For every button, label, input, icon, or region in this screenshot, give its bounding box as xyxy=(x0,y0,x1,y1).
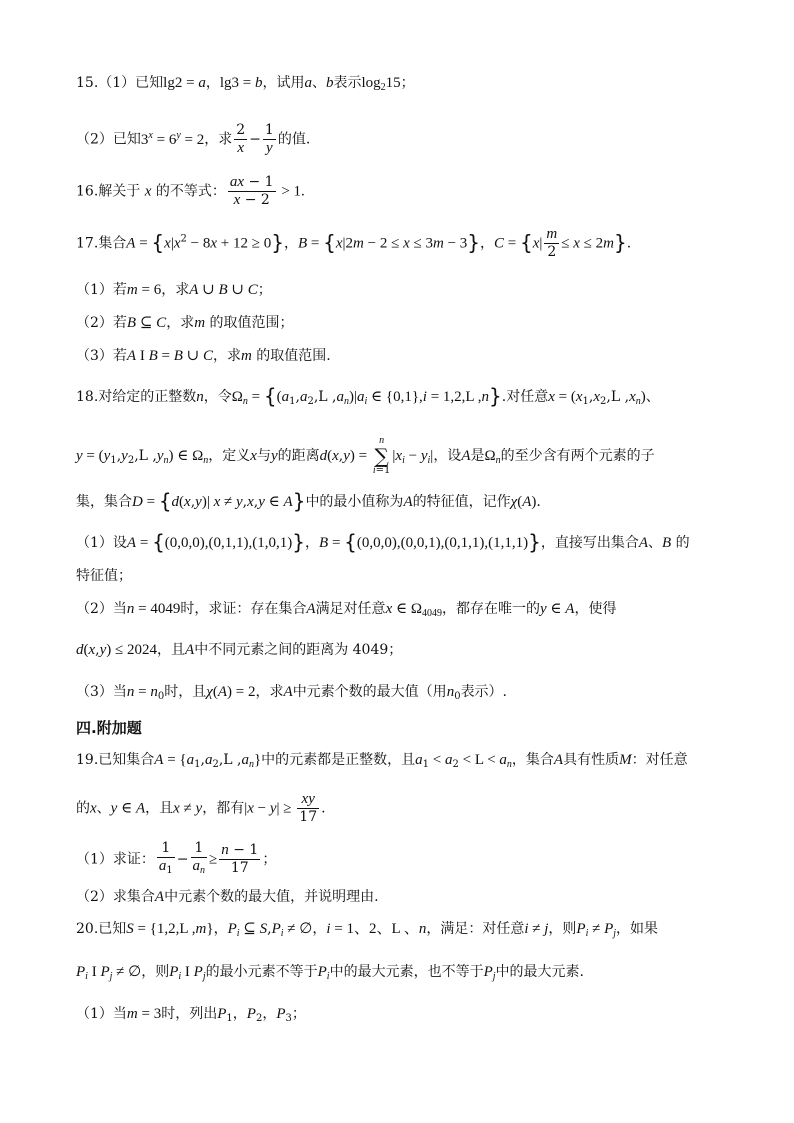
fraction: $\frac{2}{x}$ xyxy=(236,122,246,156)
fraction: $\frac{n - 1}{17}$ xyxy=(221,842,259,876)
q20-line2: $P_i$ I $P_j$ ≠ ∅，则$P_i$ I $P_j$的最小元素不等于$P_i$中的最大元素，也不等于$P_j$中的最大元素. xyxy=(76,964,584,982)
q18-sub2-cont: d(x,y) ≤ 2024，且A中不同元素之间的距离为 4049； xyxy=(76,642,403,658)
q17-line: 17.集合$A = \{x|x^2 - 8x + 12 \ge 0\}$，B = {x|2m − 2 ≤ x ≤ 3m − 3}，C = {x| $\frac{m}{2}$ ≤ x ≤ 2m}. xyxy=(76,226,632,260)
q18-sub1: （1）设A = {(0,0,0),(0,1,1),(1,0,1)}，B = {(0,0,0),(0,0,1),(0,1,1),(1,1,1)}，直接写出集合A、B 的 xyxy=(76,530,690,554)
q18-line2: $y = (y_1,y_2,L$ $,y_n$) ∈ $\Omega_n$，定义x与y的距离d(x,y) = n ∑ $i=1|x_i - y_i|$，设A是$\Omega_n$的至少含有两个元素的子 xyxy=(76,435,655,476)
section-title: 四.附加题 xyxy=(76,719,142,737)
fraction: $\frac{ax - 1}{x - 2}$ xyxy=(229,174,274,208)
q18-sub3: （3）当$n = n_0$时，且χ(A) = 2，求A中元素个数的最大值（用$n_0$表示）. xyxy=(76,684,508,702)
q18-sub2: （2）当n = 4049时，求证：存在集合A满足对任意x ∈ $\Omega_{4049}$，都存在唯一的y ∈ A，使得 xyxy=(76,601,617,619)
q19-line1: 19.已知集合$A = \{a_1,a_2,L$ $,a_n$}中的元素都是正整数，且$a_1 < a_2 < L < a_n$，集合A具有性质M：对任意 xyxy=(76,752,688,770)
q19-sub1: （1）求证： $\frac{1}{a_1}$ − $\frac{1}{a_n}$ ≥ $\frac{n - 1}{17}$ ； xyxy=(76,840,276,879)
fraction: $\frac{1}{y}$ xyxy=(264,122,274,156)
fraction: $\frac{1}{a_n}$ xyxy=(192,840,206,876)
q18-sub1-cont: 特征值； xyxy=(76,568,132,584)
fraction: $\frac{1}{a_1}$ xyxy=(158,840,173,876)
q16-line: 16.解关于 x 的不等式： $\frac{ax - 1}{x - 2}$ > 1. xyxy=(76,174,305,208)
q17-sub1: （1）若m = 6，求A ∪ B ∪ C； xyxy=(76,282,272,298)
q20-sub1: （1）当m = 3时，列出$P_1$，$P_2$，$P_3$； xyxy=(76,1006,306,1024)
fraction: $\frac{m}{2}$ xyxy=(546,226,558,260)
q15-line2: （2）已知$3^x = 6^y = 2$，求 $\frac{2}{x}$ − $\frac{1}{y}$ 的值. xyxy=(76,122,311,156)
q20-line1: 20.已知S = {1,2,L ,m}，$P_i$ ⊆ $S,P_i$ ≠ ∅，i = 1、2、L 、n，满足：对任意i ≠ j，则$P_i \ne P_j$，如果 xyxy=(76,921,659,939)
q15-line1: 15.（1）已知lg2 = a，lg3 = b，试用a、b表示$\log_215$； xyxy=(76,75,415,93)
summation: n ∑ i=1 xyxy=(372,435,391,476)
q19-line2: 的x、y ∈ A，且x ≠ y，都有|x − y| ≥ $\frac{xy}{17}$ . xyxy=(76,791,326,825)
q17-sub3: （3）若A I B = B ∪ C，求m 的取值范围. xyxy=(76,348,331,364)
q19-sub2: （2）求集合A中元素个数的最大值，并说明理由. xyxy=(76,889,379,905)
q18-line1: 18.对给定的正整数n，令$\Omega_n = \{(a_1,a_2,L$ $,a_n)|a_i$ ∈ {0,1},i = 1,2,L ,n}.对任意$x = (x_1,x_2,L$ $,x_n$)、 xyxy=(76,384,660,408)
fraction: $\frac{xy}{17}$ xyxy=(299,791,318,825)
q17-sub2: （2）若B ⊆ C，求m 的取值范围； xyxy=(76,315,294,331)
q18-line3: 集，集合D = {d(x,y)| x ≠ y,x,y ∈ A}中的最小值称为A的特征值，记作χ(A). xyxy=(76,489,541,513)
